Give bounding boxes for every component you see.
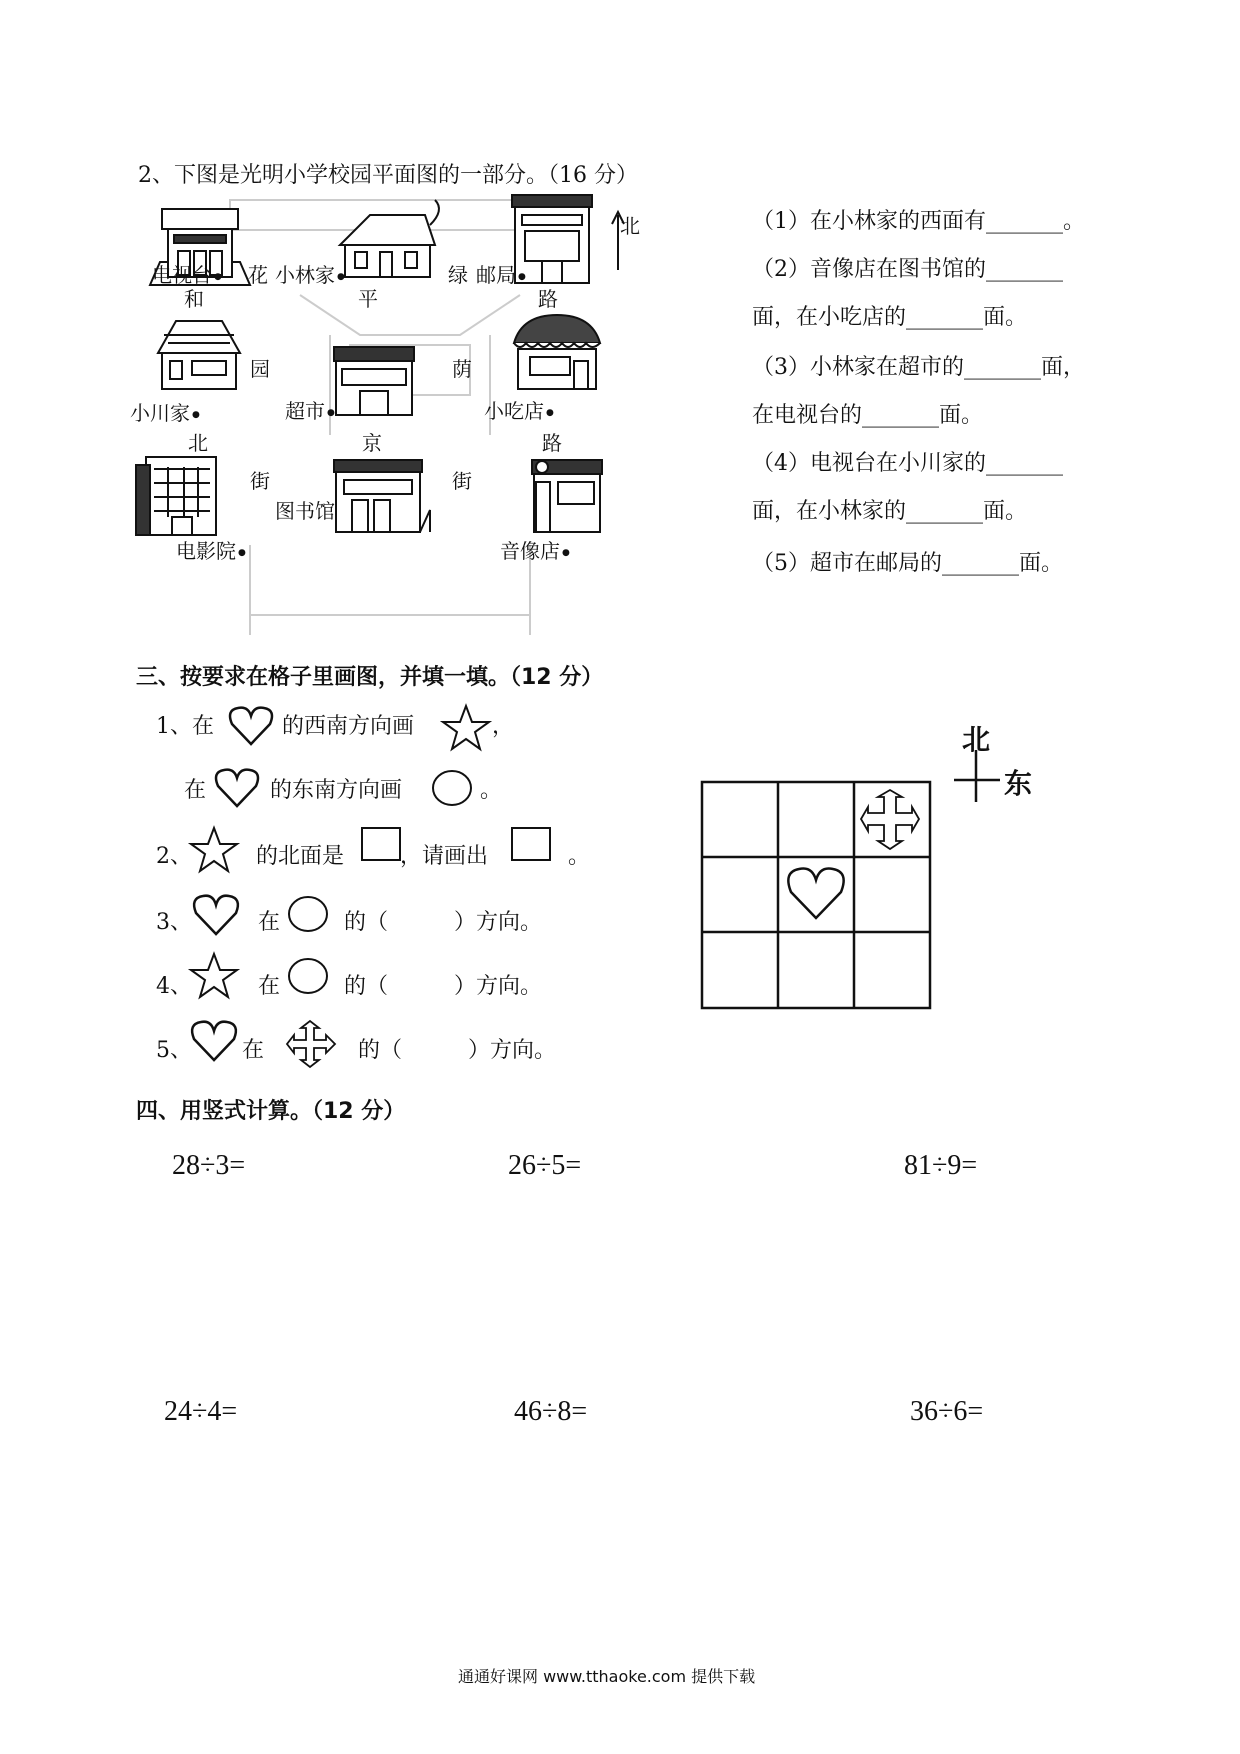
street-char-yuan: 园 [250, 357, 270, 381]
division-problem-6: 36÷6= [910, 1396, 984, 1427]
label-xiaolin-house: 小林家 ● [275, 259, 345, 288]
s3-q4-mid: 在 [258, 974, 281, 999]
library-building-icon [330, 460, 430, 535]
section-3-title: 三、按要求在格子里画图，并填一填。（12 分） [136, 665, 604, 690]
s3-q4-end: 的（ ）方向。 [344, 974, 543, 999]
grid-heart-icon [788, 868, 843, 918]
star-icon [442, 704, 490, 750]
label-audio-store: 音像店 ● [500, 535, 570, 564]
label-post-office: 邮局 ● [476, 259, 526, 288]
square-icon [360, 826, 402, 862]
s3-q4-prefix: 4、 [156, 974, 192, 999]
s3-q1b-end: 。 [480, 778, 503, 803]
snack-shop-building-icon [512, 315, 602, 390]
division-problem-4: 24÷4= [164, 1396, 238, 1427]
division-problem-3: 81÷9= [904, 1150, 978, 1181]
xiaochuan-house-building-icon [154, 313, 244, 391]
q2-sub3-line2: 在电视台的_______面。 [752, 403, 984, 428]
s3-q5-mid: 在 [242, 1038, 265, 1063]
s3-q2-prefix: 2、 [156, 844, 192, 869]
compass-north-label: 北 [962, 723, 991, 756]
xiaolin-house-building-icon [335, 200, 445, 280]
street-char-jie-2: 街 [452, 469, 472, 493]
crossroads-arrow-icon [286, 1020, 336, 1068]
s3-q2-end: 。 [568, 844, 591, 869]
section-4-title: 四、用竖式计算。（12 分） [136, 1099, 406, 1124]
s3-q3-mid: 在 [258, 910, 281, 935]
label-library: 图书馆 [275, 499, 335, 523]
heart-icon [214, 768, 260, 808]
heart-icon [228, 706, 274, 746]
campus-map [130, 195, 650, 635]
s3-q2-mid2: ，请画出 [400, 844, 489, 869]
label-tv-station: 电视台 ● [152, 259, 222, 288]
q2-sub4-line2: 面，在小林家的_______面。 [752, 499, 1028, 524]
square-icon [510, 826, 552, 862]
supermarket-building-icon [330, 347, 420, 417]
drawing-grid[interactable] [700, 780, 932, 1012]
q2-sub1: （1）在小林家的西面有_______。 [752, 209, 1085, 234]
street-char-ping: 平 [358, 287, 378, 311]
street-char-hua: 花 [248, 263, 268, 287]
q2-sub2-line1: （2）音像店在图书馆的_______ [752, 257, 1063, 282]
division-problem-2: 26÷5= [508, 1150, 582, 1181]
map-north-label: 北 [620, 214, 640, 238]
heart-icon [192, 894, 240, 936]
s3-q1a-prefix: 1、在 [156, 714, 214, 739]
street-char-lv: 绿 [448, 263, 468, 287]
q2-sub4-line1: （4）电视台在小川家的_______ [752, 451, 1063, 476]
s3-q3-end: 的（ ）方向。 [344, 910, 543, 935]
street-char-bei: 北 [188, 431, 208, 455]
audio-store-building-icon [528, 460, 608, 535]
s3-q3-prefix: 3、 [156, 910, 192, 935]
compass-cross-icon [950, 748, 1002, 804]
compass-east-label: 东 [1004, 767, 1033, 800]
label-xiaochuan-house: 小川家 ● [130, 397, 200, 426]
street-char-yin: 荫 [452, 357, 472, 381]
circle-icon [286, 894, 330, 934]
label-supermarket: 超市 ● [285, 395, 335, 424]
street-char-lu-2: 路 [542, 431, 562, 455]
street-char-lu-1: 路 [538, 287, 558, 311]
division-problem-5: 46÷8= [514, 1396, 588, 1427]
s3-q1a-end: ， [492, 714, 515, 739]
s3-q5-end: 的（ ）方向。 [358, 1038, 557, 1063]
division-problem-1: 28÷3= [172, 1150, 246, 1181]
street-char-jie-1: 街 [250, 469, 270, 493]
q2-sub2-line2: 面，在小吃店的_______面。 [752, 305, 1028, 330]
street-char-jing: 京 [362, 431, 382, 455]
star-icon [190, 952, 238, 998]
heart-icon [190, 1020, 238, 1062]
q2-sub3-line1: （3）小林家在超市的_______面， [752, 355, 1085, 380]
s3-q2-mid: 的北面是 [256, 844, 345, 869]
cinema-building-icon [134, 457, 219, 537]
s3-q1b-mid: 的东南方向画 [270, 778, 403, 803]
circle-icon [286, 956, 330, 996]
question-2-title: 2、下图是光明小学校园平面图的一部分。（16 分） [138, 163, 638, 188]
s3-q1a-mid: 的西南方向画 [282, 714, 415, 739]
label-cinema: 电影院 ● [176, 535, 246, 564]
footer-text: 通通好课网 www.tthaoke.com 提供下载 [458, 1667, 756, 1686]
s3-q5-prefix: 5、 [156, 1038, 192, 1063]
street-char-he: 和 [184, 287, 204, 311]
grid-crossroads-icon [861, 790, 919, 849]
label-snack-shop: 小吃店 ● [484, 395, 554, 424]
q2-sub5: （5）超市在邮局的_______面。 [752, 551, 1063, 576]
s3-q1b-prefix: 在 [184, 778, 207, 803]
circle-icon [430, 768, 474, 808]
star-icon [190, 826, 238, 872]
